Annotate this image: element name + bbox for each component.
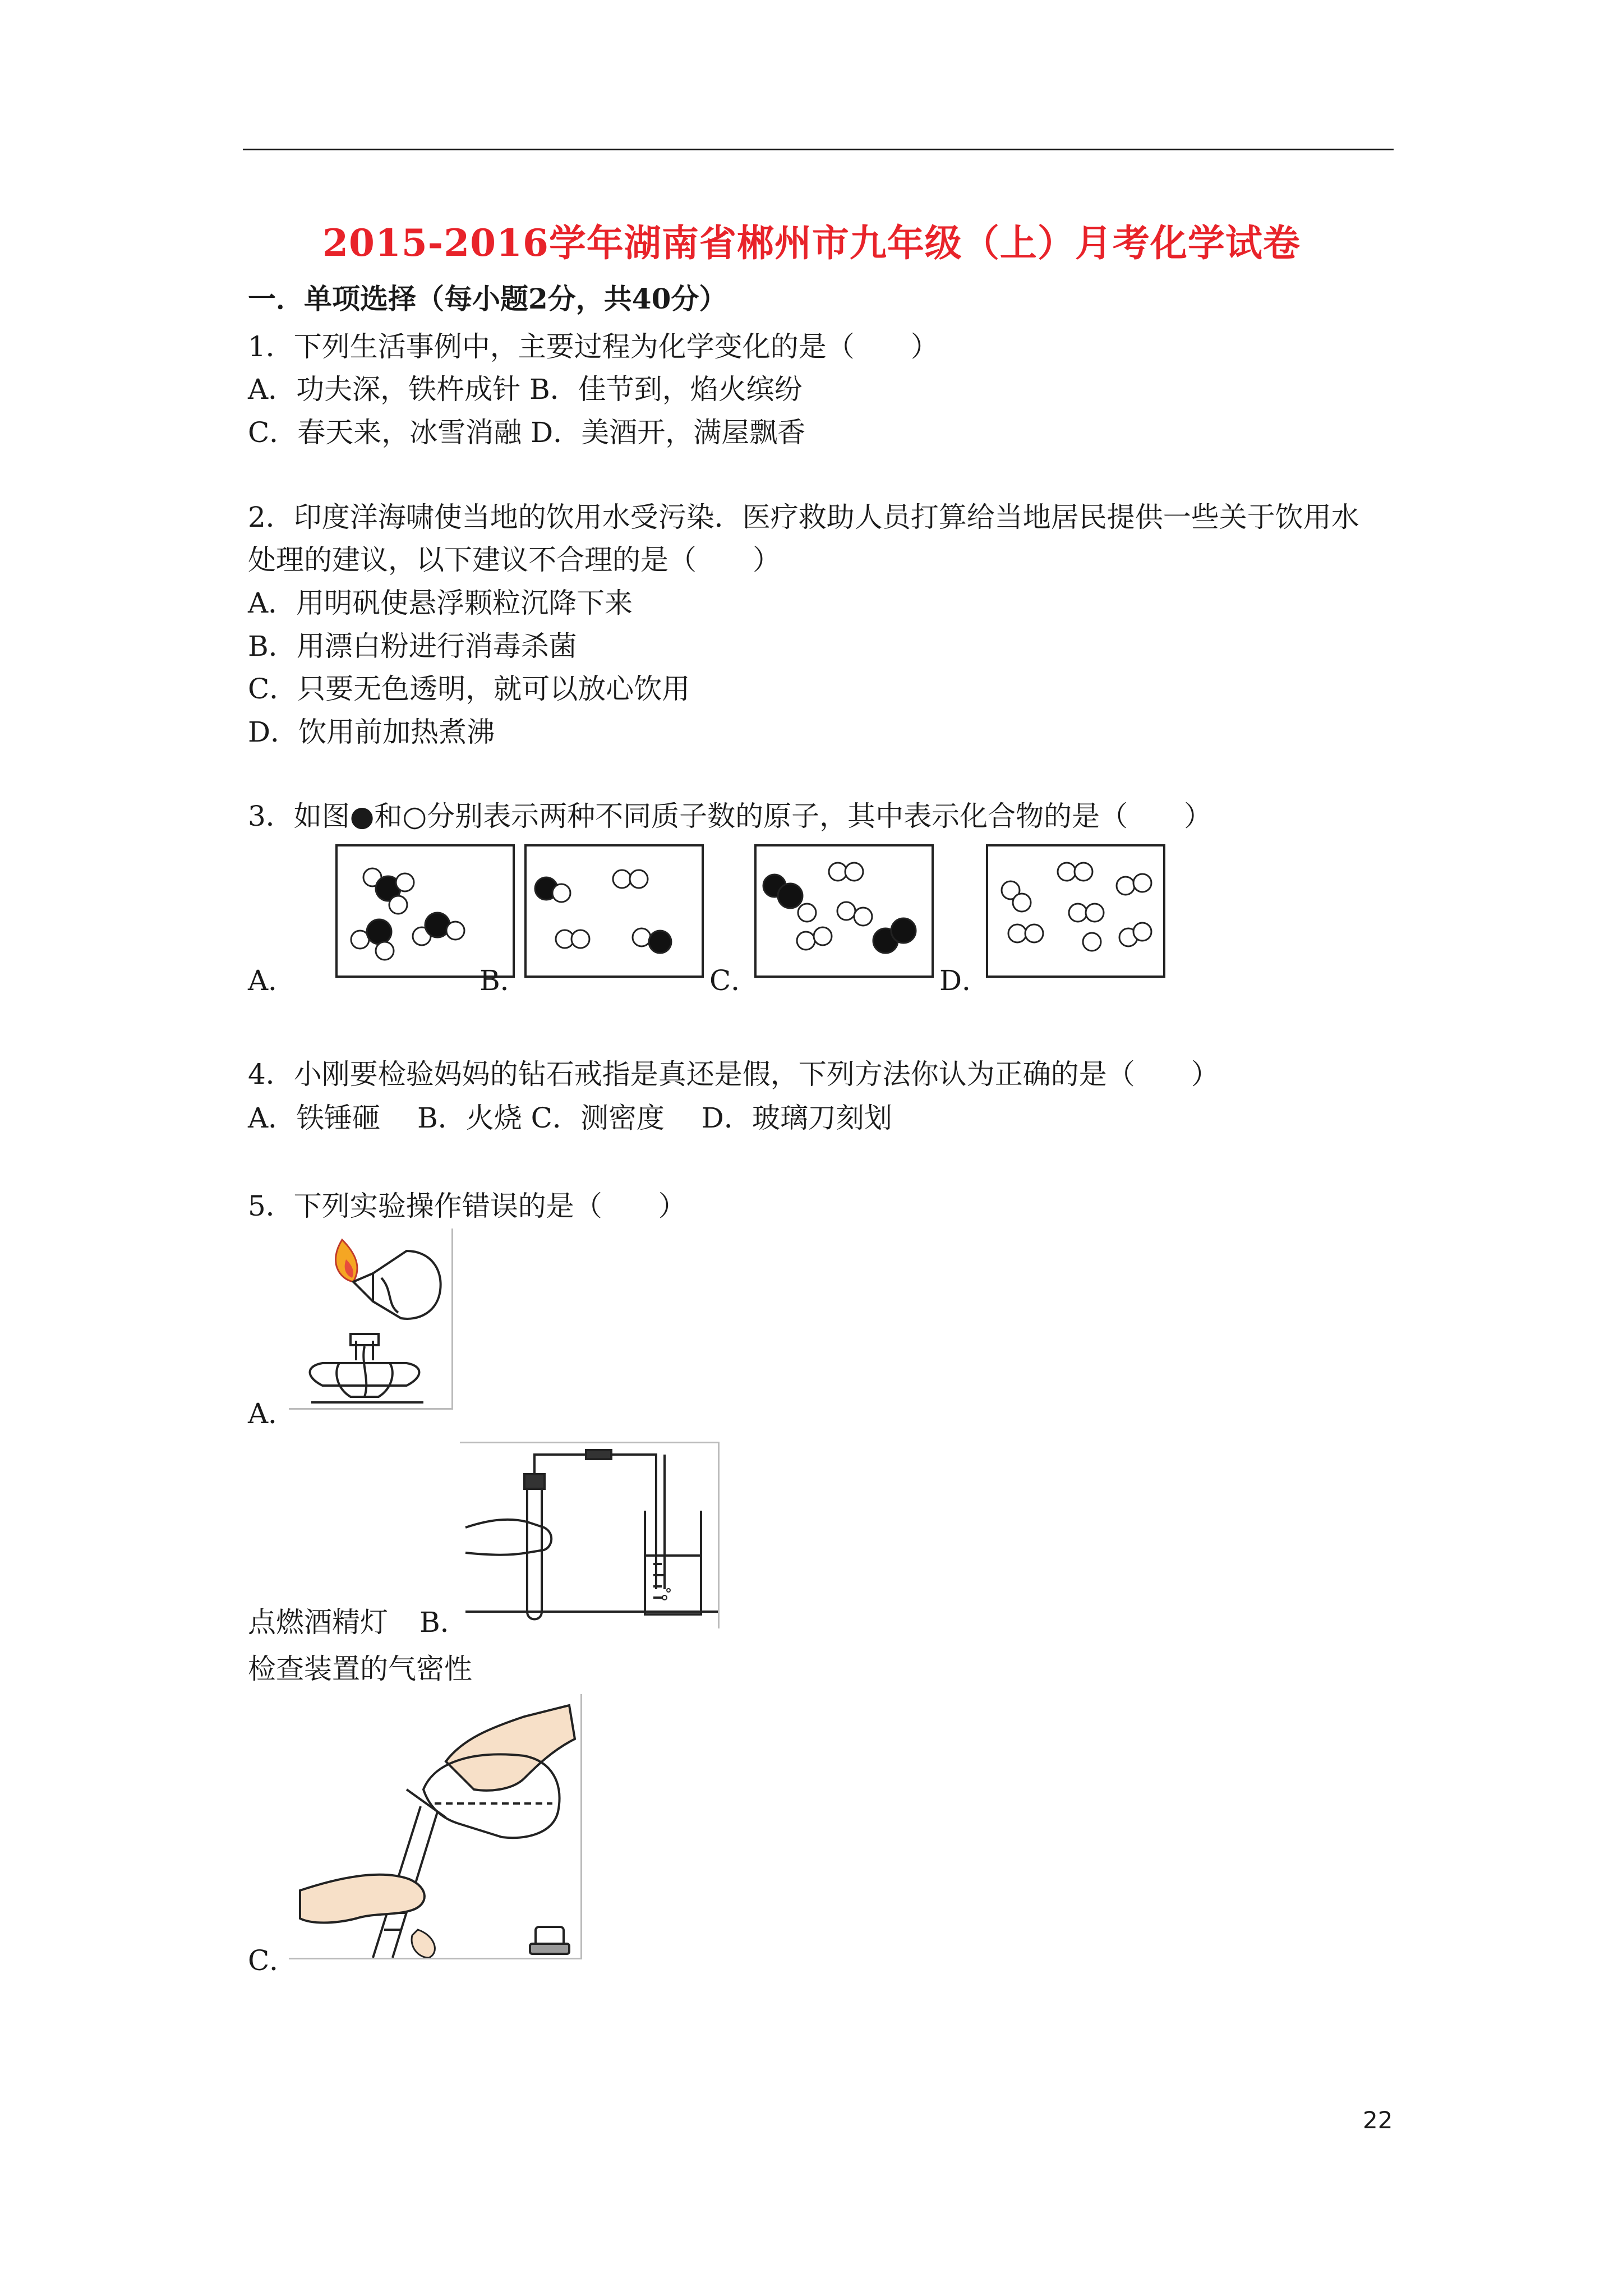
q5-stem: 5．下列实验操作错误的是（ ） [248,1190,686,1222]
q2-stem-line2: 处理的建议，以下建议不合理的是（ ） [248,544,781,576]
q2-option-c: C．只要无色透明，就可以放心饮用 [248,673,690,705]
q1-options-cd: C．春天来，冰雪消融 D．美酒开，满屋飘香 [248,416,806,449]
q5-figure-c [289,1694,582,1959]
q2-stem-line1: 2．印度洋海啸使当地的饮用水受污染．医疗救助人员打算给当地居民提供一些关于饮用水 [248,501,1359,533]
q5-caption-b: 检查装置的气密性 [248,1653,472,1685]
q2-option-a: A．用明矾使悬浮颗粒沉降下来 [248,587,633,619]
q3-diagram-a [335,844,515,978]
q1-options-ab: A．功夫深，铁杵成针 B．佳节到，焰火缤纷 [248,373,803,406]
section-heading: 一．单项选择（每小题2分，共40分） [248,282,727,315]
q5-figure-a [289,1228,453,1410]
page-number: 22 [1363,2106,1393,2134]
alcohol-lamp-illustration [289,1228,451,1408]
page-title: 2015-2016学年湖南省郴州市九年级（上）月考化学试卷 [322,221,1301,265]
molecule-diagram-c [757,846,932,976]
q4-stem: 4．小刚要检验妈妈的钻石戒指是真还是假，下列方法你认为正确的是（ ） [248,1058,1219,1091]
molecule-diagram-d [988,846,1163,976]
airtightness-apparatus-illustration [460,1443,718,1628]
molecule-diagram-b [527,846,702,976]
q3-diagram-d [986,844,1165,978]
header-rule [243,149,1394,150]
q3-diagram-b [524,844,704,978]
q3-label-a: A． [248,964,297,997]
q1-stem: 1．下列生活事例中，主要过程为化学变化的是（ ） [248,330,939,363]
q2-option-b: B．用漂白粉进行消毒杀菌 [248,630,577,662]
q5-label-c: C． [248,1944,298,1977]
q3-label-d: D． [939,964,990,997]
q3-stem: 3．如图●和○分别表示两种不同质子数的原子，其中表示化合物的是（ ） [248,800,1212,832]
q5-figure-b [460,1442,720,1628]
q4-options: A．铁锤砸 B．火烧 C．测密度 D．玻璃刀刻划 [248,1102,892,1134]
q5-label-a: A． [248,1397,297,1430]
pouring-liquid-illustration [289,1694,580,1958]
q3-label-c: C． [709,964,759,997]
q3-diagram-c [754,844,934,978]
molecule-diagram-a [338,846,513,976]
q5-label-b: B． [419,1606,468,1639]
q3-label-b: B． [479,964,528,997]
q2-option-d: D．饮用前加热煮沸 [248,716,495,748]
q5-caption-a: 点燃酒精灯 [248,1606,388,1639]
